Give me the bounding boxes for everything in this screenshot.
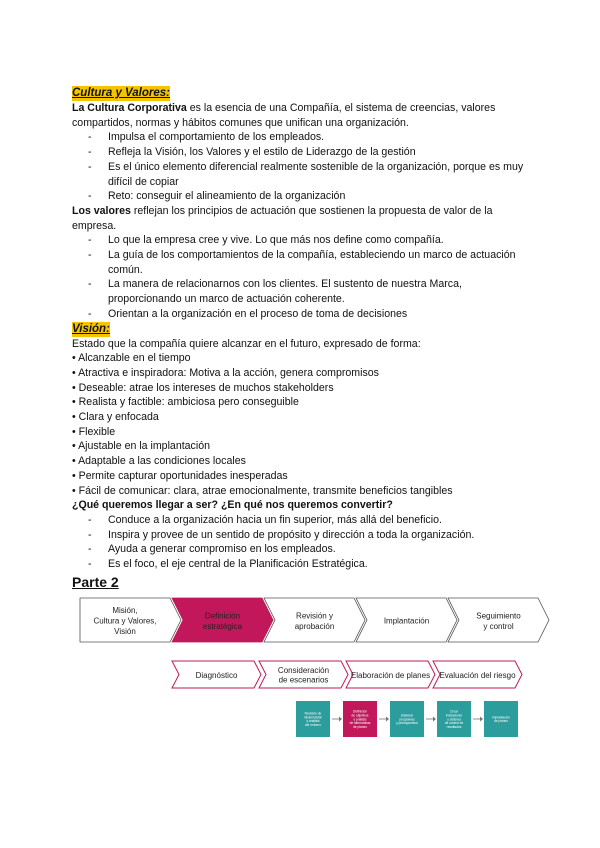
sub-step: [346, 661, 435, 688]
mini-step-label-line: y sistema: [447, 717, 461, 722]
list-item: - Ayuda a generar compromiso en los empleados.: [72, 542, 528, 557]
flow-step-label-line: estratégica: [202, 621, 243, 631]
vision-intro: Estado que la compañía quiere alcanzar en el futuro, expresado de forma:: [72, 337, 421, 350]
list-item: - Es el único elemento diferencial realmente sostenible de la organización, porque es muy difícil de copiar: [72, 160, 528, 189]
list-item: - Es el foco, el eje central de la Planificación Estratégica.: [72, 557, 528, 572]
flow-step-label-line: Revisión y: [296, 611, 333, 621]
list-item: - Inspira y provee de un sentido de propósito y dirección a toda la organización.: [72, 528, 528, 543]
mini-step-label-line: de objetivos: [351, 713, 369, 718]
mini-step-label-line: y análisis: [306, 719, 320, 724]
sub-step-label-line: de escenarios: [278, 675, 329, 685]
section-title-parte2: Parte 2: [72, 573, 119, 590]
list-item: - Conduce a la organización hacia un fin superior, más allá del beneficio.: [72, 513, 528, 528]
sub-step-label-line: Evaluación del riesgo: [439, 670, 516, 680]
mini-step-label: [304, 712, 322, 727]
mini-step-label-line: de planes: [494, 719, 508, 724]
flow-step: [172, 598, 273, 642]
flow-step-label-line: Definición: [204, 611, 241, 621]
list-item: - Orientan a la organización en el proceso de toma de decisiones: [72, 307, 528, 322]
list-item: - Lo que la empresa cree y vive. Lo que más nos define como compañía.: [72, 233, 528, 248]
mini-step: [484, 701, 518, 737]
cultura-intro-rest: es la esencia de una Compañía, el sistema de creencias, valores compartidos, normas y hábitos comunes que unifican una organización.: [72, 102, 496, 129]
flow-step-label: [203, 611, 243, 631]
mini-step: [296, 701, 330, 737]
list-item: • Clara y enfocada: [72, 411, 159, 424]
arrow-head-icon: [480, 717, 483, 722]
mini-step: [390, 701, 424, 737]
mini-step-label-line: de alternativas: [349, 721, 371, 726]
mini-step-label-line: del entorno: [305, 723, 321, 728]
flow-step: [264, 598, 365, 642]
mini-step-label-line: misión/visión: [303, 715, 323, 720]
flow-step-label: [384, 617, 429, 626]
mini-step-label-line: Revisión de: [304, 711, 322, 716]
flow-step-label-line: Visión: [114, 627, 136, 637]
valores-intro-rest: reflejan los principios de actuación que sostienen la propuesta de valor de la empresa.: [72, 204, 493, 232]
list-item: • Fácil de comunicar: clara, atrae emocionalmente, transmite beneficios tangibles: [72, 484, 453, 497]
sub-step-label: [278, 666, 329, 685]
flow-step: [448, 598, 549, 642]
mini-step-label: [492, 715, 510, 723]
sub-step-label: [196, 671, 238, 680]
list-item: - Refleja la Visión, los Valores y el estilo de Liderazgo de la gestión: [72, 145, 528, 160]
flow-step-label-line: Implantación: [383, 616, 430, 626]
list-item: - Impulsa el comportamiento de los empleados.: [72, 130, 528, 145]
flow-steps-row: [80, 598, 549, 642]
arrow-head-icon: [433, 717, 436, 722]
vision-question: ¿Qué queremos llegar a ser? ¿En qué nos queremos convertir?: [72, 499, 393, 512]
sub-step-label-line: Consideración: [277, 666, 330, 676]
list-item: • Deseable: atrae los intereses de muchos stakeholders: [72, 381, 334, 394]
flow-step-label: [295, 611, 335, 631]
mini-steps-row: [296, 701, 518, 737]
list-item: • Ajustable en la implantación: [72, 440, 210, 453]
mini-step-label: [445, 710, 464, 729]
sub-steps-row: [172, 661, 522, 688]
mini-step-label-line: de control de: [444, 721, 464, 726]
list-item: • Realista y factible: ambiciosa pero conseguible: [72, 396, 299, 409]
list-item: • Permite capturar oportunidades inesperadas: [72, 469, 288, 482]
list-item: - La guía de los comportamientos de la compañía, estableciendo un marco de actuación común.: [72, 248, 528, 277]
mini-step-label-line: y presupuestos: [396, 721, 418, 726]
mini-step-label-line: indicadores: [445, 713, 463, 718]
mini-step-label-line: de planes: [353, 724, 367, 729]
mini-step-label-line: Implantación: [491, 715, 511, 720]
arrow-head-icon: [339, 717, 342, 722]
sub-step-label-line: Elaboración de planes: [350, 670, 431, 680]
flow-step-label-line: Seguimiento: [476, 611, 521, 621]
list-item: • Atractiva e inspiradora: Motiva a la acción, genera compromisos: [72, 366, 379, 379]
flow-step-label-line: Misión,: [112, 606, 138, 616]
sub-step-label: [351, 671, 430, 680]
list-item: - La manera de relacionarnos con los clientes. El sustento de nuestra Marca, proporcionando un marco de actuación coherente.: [72, 277, 528, 306]
sub-step-label-line: Diagnóstico: [195, 670, 238, 680]
mini-step-label-line: programas: [399, 717, 415, 722]
mini-step: [343, 701, 377, 737]
sub-step: [259, 661, 348, 688]
flow-step-label-line: aprobación: [294, 621, 335, 631]
sub-step: [172, 661, 261, 688]
section-title-vision: Visión:: [72, 322, 110, 335]
mini-step: [437, 701, 471, 737]
arrow-head-icon: [386, 717, 389, 722]
mini-step-label-line: Elaborar: [400, 713, 414, 718]
list-item: - Reto: conseguir el alineamiento de la organización: [72, 189, 528, 204]
mini-step-label-line: resultados: [446, 724, 462, 729]
section-title-cultura: Cultura y Valores:: [72, 87, 170, 99]
mini-step-label-line: Definición: [353, 709, 367, 714]
flow-step: [356, 598, 457, 642]
sub-step: [433, 661, 522, 688]
valores-intro-bold: Los valores: [72, 204, 131, 217]
sub-step-label: [439, 671, 516, 680]
flow-step-label-line: y control: [483, 621, 514, 631]
flow-step-label-line: Cultura y Valores,: [93, 616, 157, 626]
cultura-intro-bold: La Cultura Corporativa: [72, 102, 187, 114]
list-item: • Alcanzable en el tiempo: [72, 352, 191, 365]
mini-step-label-line: Crear: [450, 709, 458, 714]
mini-step-label-line: y análisis: [353, 717, 367, 722]
list-item: • Flexible: [72, 425, 116, 438]
flow-step: [80, 598, 181, 642]
list-item: • Adaptable a las condiciones locales: [72, 455, 246, 468]
